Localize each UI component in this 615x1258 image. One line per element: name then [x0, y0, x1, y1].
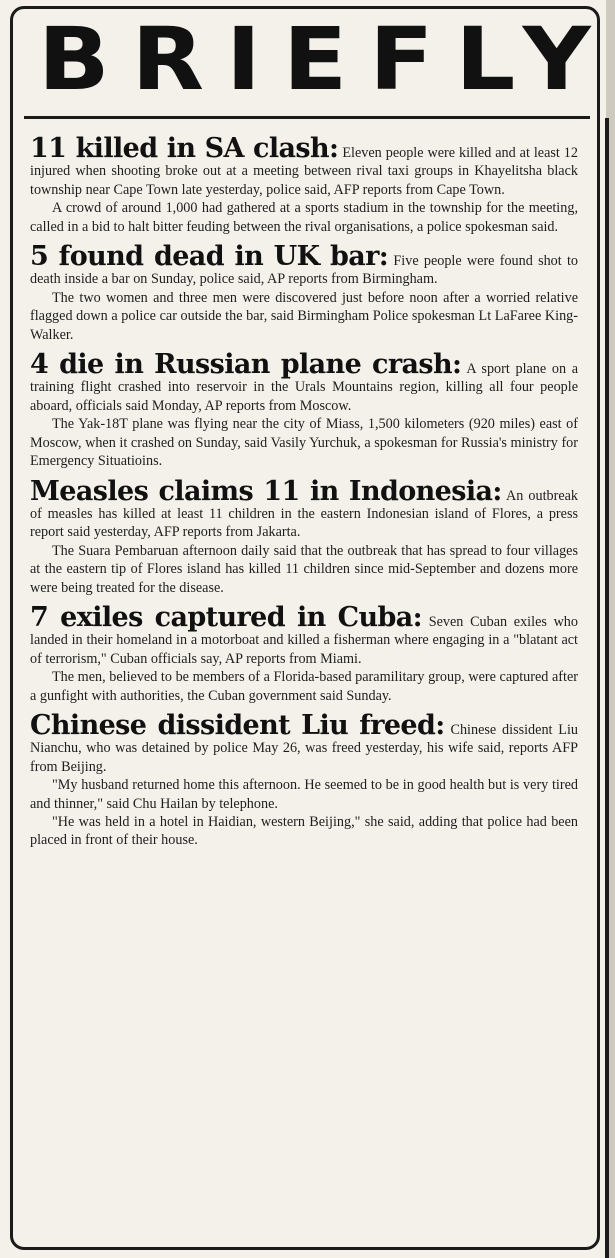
story-headline: 5 found dead in UK bar: [30, 241, 389, 273]
story [30, 709, 579, 850]
masthead-title: BRIEFLY [38, 10, 613, 111]
story [30, 133, 578, 236]
story-lead: Eleven people were killed and at least 12 injured when shooting broke out at a meeting between rival taxi groups in Khayelitsha black township near Cape Town late yesterday, police said, AFP reports from Cape Town. [30, 145, 578, 198]
story-lead-paragraph [30, 601, 578, 668]
story-headline: 7 exiles captured in Cuba: [30, 601, 423, 633]
story-paragraph: A crowd of around 1,000 had gathered at a sports stadium in the township for the meeting, called in a bid to halt bitter feuding between the rival organisations, a police spokesman said. [30, 200, 578, 235]
story-paragraph: The Yak-18T plane was flying near the city of Miass, 1,500 kilometers (920 miles) east of Moscow, when it crashed on Sunday, said Vasily Yurchuk, a spokesman for Russia's ministry for Emergency Situatioins. [30, 416, 578, 470]
masthead [24, 10, 613, 119]
story-lead-paragraph [30, 709, 579, 776]
story-lead: Seven Cuban exiles who landed in their homeland in a motorboat and killed a fisherman where engaging in a "blatant act of terrorism," Cuban officials say, AP reports from Miami. [30, 613, 578, 667]
story-headline: 11 killed in SA clash: [30, 133, 339, 164]
story [30, 601, 578, 705]
column-rule [605, 118, 609, 1258]
story-lead-paragraph [30, 475, 579, 542]
story-headline: 4 die in Russian plane crash: [30, 349, 462, 381]
story-headline: Chinese dissident Liu freed: [30, 709, 445, 741]
story-paragraph: The men, believed to be members of a Florida-based paramilitary group, were captured after a gunfight with authorities, the Cuban government said Sunday. [30, 669, 578, 704]
story [30, 241, 579, 344]
story [30, 475, 579, 597]
story-paragraph: "He was held in a hotel in Haidian, western Beijing," she said, adding that police had been placed in front of their house. [30, 814, 578, 849]
story-paragraph: The Suara Pembaruan afternoon daily said that the outbreak that has spread to four villages at the eastern tip of Flores island has killed 11 children since mid-September and dozens more were being treated for the disease. [30, 542, 578, 596]
story-lead-paragraph [30, 133, 578, 199]
story-lead-paragraph [30, 241, 579, 289]
story-lead-paragraph [30, 349, 579, 415]
story [30, 349, 579, 470]
stories [30, 133, 579, 862]
story-paragraph: "My husband returned home this afternoon. He seemed to be in good health but is very tired and thinner," said Chu Hailan by telephone. [30, 777, 578, 812]
story-lead: An outbreak of measles has killed at least 11 children in the eastern Indonesian island of Flores, a press report said yesterday, AFP reports from Jakarta. [30, 487, 579, 541]
story-lead: Five people were found shot to death inside a bar on Sunday, police said, AP reports from Birmingham. [30, 253, 579, 288]
story-lead: Chinese dissident Liu Nianchu, who was detained by police May 26, was freed yesterday, his wife said, reports AFP from Beijing. [30, 721, 579, 775]
story-lead: A sport plane on a training flight crashed into reservoir in the Urals Mountains region, killing all four people aboard, officials said Monday, AP reports from Moscow. [30, 361, 579, 414]
story-headline: Measles claims 11 in Indonesia: [30, 475, 502, 507]
story-paragraph: The two women and three men were discovered just before noon after a worried relative flagged down a police car outside the bar, said Birmingham Police spokesman Lt LaFaree King-Walker. [30, 289, 578, 343]
